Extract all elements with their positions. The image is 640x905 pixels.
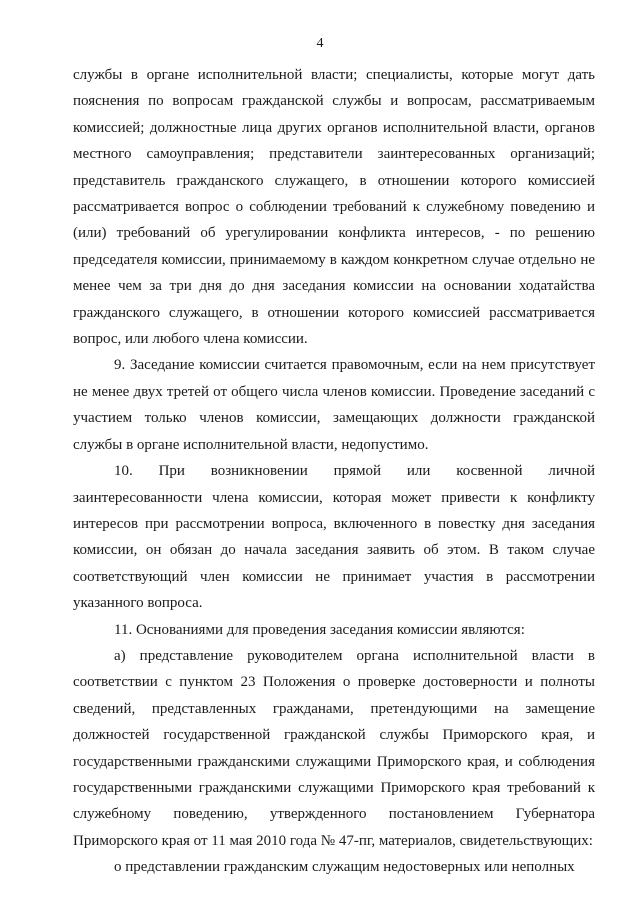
- paragraph-item-11: 11. Основаниями для проведения заседания комиссии являются:: [114, 621, 525, 638]
- paragraph-subitem-a: а) представление руководителем органа исполнительной власти в соответствии с пунктом 23 Положения о проверке достоверности и полноты сведений, представленных гражданами, претендующими на замещение должностей государственной гражданской службы Приморского края, и государственными гражданскими служащими Приморского края, и соблюдения государственными гражданскими служащими Приморского края требований к служебному поведению, утвержденного постановлением Губернатора Приморского края от 11 мая 2010 года № 47-пг, материалов, свидетельствующих:: [73, 647, 595, 849]
- document-body: [73, 62, 595, 881]
- paragraph-continuation: службы в органе исполнительной власти; специалисты, которые могут дать пояснения по вопросам гражданской службы и вопросам, рассматриваемым комиссией; должностные лица других органов исполнительной власти, органов местного самоуправления; представители заинтересованных организаций; представитель гражданского служащего, в отношении которого комиссией рассматривается вопрос о соблюдении требований к служебному поведению и (или) требований об урегулировании конфликта интересов, - по решению председателя комиссии, принимаемому в каждом конкретном случае отдельно не менее чем за три дня до дня заседания комиссии на основании ходатайства гражданского служащего, в отношении которого комиссией рассматривается вопрос, или любого члена комиссии.: [73, 67, 595, 348]
- paragraph-item-9: 9. Заседание комиссии считается правомочным, если на нем присутствует не менее двух третей от общего числа членов комиссии. Проведение заседаний с участием только членов комиссии, замещающих должности гражданской службы в органе исполнительной власти, недопустимо.: [73, 357, 595, 453]
- page-number: 4: [316, 36, 324, 51]
- paragraph-item-10: 10. При возникновении прямой или косвенной личной заинтересованности члена комиссии, которая может привести к конфликту интересов при рассмотрении вопроса, включенного в повестку дня заседания комиссии, он обязан до начала заседания заявить об этом. В таком случае соответствующий член комиссии не принимает участия в рассмотрении указанного вопроса.: [73, 463, 595, 612]
- paragraph-last-line: о представлении гражданским служащим недостоверных или неполных: [114, 859, 575, 876]
